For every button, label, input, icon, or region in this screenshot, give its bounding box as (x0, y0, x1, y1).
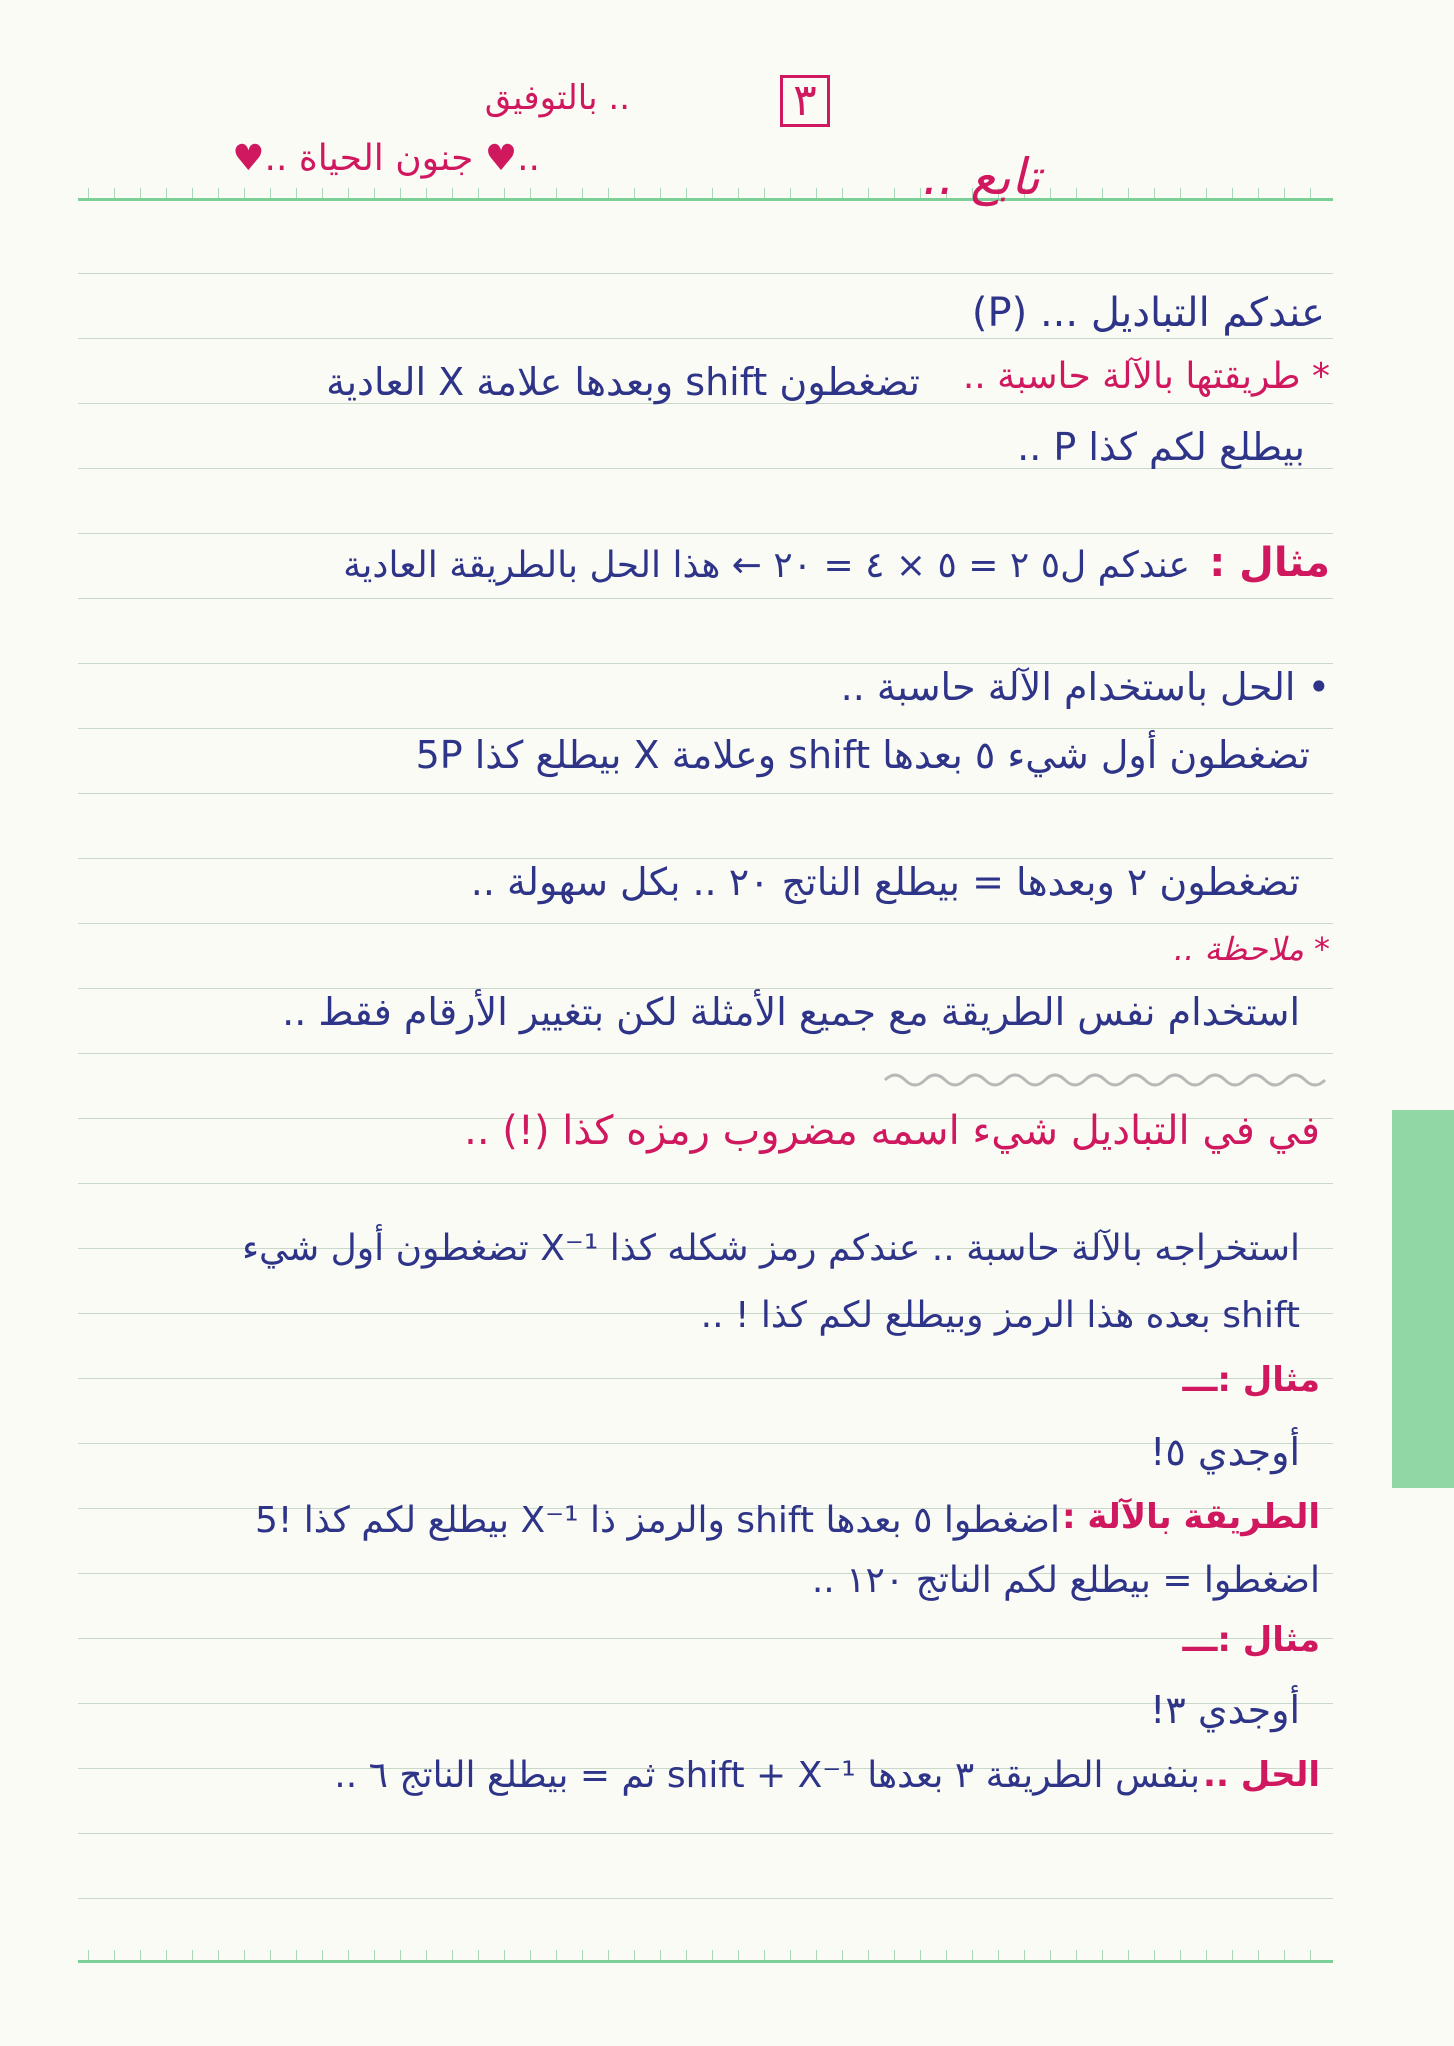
calc-method-label: الطريقة بالآلة : (1061, 1497, 1320, 1537)
note-label: * ملاحظة .. (1173, 930, 1330, 968)
calc-method-text: اضغطوا ٥ بعدها shift والرمز ذا X⁻¹ بيطلع لكم كذا !5 (254, 1500, 1060, 1541)
bottom-green-rule (78, 1960, 1333, 1963)
calc-solution-label: • الحل باستخدام الآلة حاسبة .. (840, 665, 1330, 709)
example1-text: عندكم ل٥ ٢ = ٥ × ٤ = ٢٠ ← هذا الحل بالطريقة العادية (343, 545, 1190, 586)
signature: ..♥ جنون الحياة ..♥ (232, 138, 540, 179)
calc-step1: تضغطون أول شيء ٥ بعدها shift وعلامة X بيطلع كذا 5P (415, 733, 1310, 777)
perm-method-label: * طريقتها بالآلة حاسبة .. (962, 356, 1330, 397)
example2-label: مثال :ـــ (1182, 1360, 1320, 1400)
example1-label: مثال : (1209, 540, 1330, 586)
example3-task: أوجدي ٣! (1150, 1688, 1300, 1732)
solution-text: بنفس الطريقة ٣ بعدها shift + X⁻¹ ثم = بيطلع الناتج ٦ .. (334, 1755, 1200, 1796)
perm-intro: عندكم التباديل ... (P) (971, 290, 1325, 336)
perm-method-result: بيطلع لكم كذا P .. (1017, 425, 1305, 469)
top-green-rule (78, 198, 1333, 201)
page-edge-tab (1392, 1110, 1454, 1488)
wavy-divider (880, 1068, 1340, 1090)
note-text: استخدام نفس الطريقة مع جميع الأمثلة لكن بتغيير الأرقام فقط .. (282, 990, 1300, 1034)
continued-heading: تابع .. (922, 148, 1040, 206)
factorial-extract2: shift بعده هذا الرمز وبيطلع لكم كذا ! .. (700, 1295, 1300, 1336)
factorial-extract: استخراجه بالآلة حاسبة .. عندكم رمز شكله كذا X⁻¹ تضغطون أول شيء (242, 1228, 1300, 1269)
perm-method-text: تضغطون shift وبعدها علامة X العادية (326, 360, 920, 404)
page-number: ٣ (780, 75, 830, 127)
factorial-intro: في في التباديل شيء اسمه مضروب رمزه كذا (!) .. (464, 1108, 1320, 1154)
calc-method-result: اضغطوا = بيطلع لكم الناتج ١٢٠ .. (811, 1560, 1320, 1601)
example2-task: أوجدي ٥! (1150, 1430, 1300, 1474)
example3-label: مثال :ـــ (1182, 1620, 1320, 1660)
solution-label: الحل .. (1203, 1755, 1320, 1795)
greeting: .. بالتوفيق (484, 78, 630, 118)
calc-step2: تضغطون ٢ وبعدها = بيطلع الناتج ٢٠ .. بكل سهولة .. (470, 860, 1300, 904)
